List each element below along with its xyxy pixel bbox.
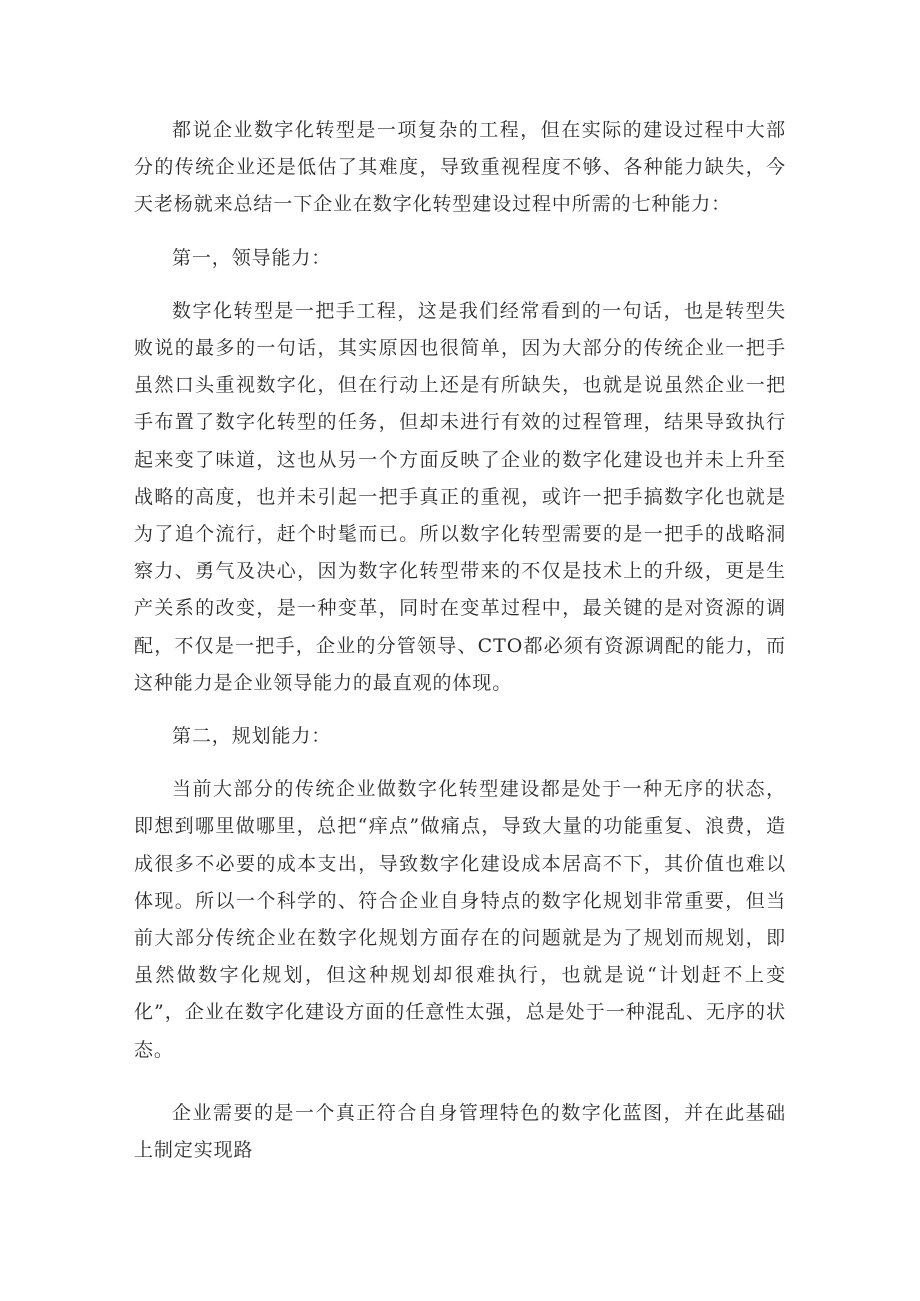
blueprint-paragraph: 企业需要的是一个真正符合自身管理特色的数字化蓝图，并在此基础上制定实现路 (134, 1101, 786, 1162)
planning-paragraph: 当前大部分的传统企业做数字化转型建设都是处于一种无序的状态，即想到哪里做哪里，总把“痒点”做痛点，导致大量的功能重复、浪费，造成很多不必要的成本支出，导致数字化建设成本居高不下，其价值也难以体现。所以一个科学的、符合企业自身特点的数字化规划非常重要，但当前大部分传统企业在数字化规划方面存在的问题就是为了规划而规划，即虽然做数字化规划，但这种规划却很难执行，也就是说“计划赶不上变化”，企业在数字化建设方面的任意性太强，总是处于一种混乱、无序的状态。 (134, 778, 786, 1061)
section-heading-planning: 第二，规划能力： (172, 725, 332, 748)
leadership-paragraph: 数字化转型是一把手工程，这是我们经常看到的一句话，也是转型失败说的最多的一句话，其实原因也很简单，因为大部分的传统企业一把手虽然口头重视数字化，但在行动上还是有所缺失，也就是说虽然企业一把手布置了数字化转型的任务，但却未进行有效的过程管理，结果导致执行起来变了味道，这也从另一个方面反映了企业的数字化建设也并未上升至战略的高度，也并未引起一把手真正的重视，或许一把手搞数字化也就是为了追个流行，赶个时髦而已。所以数字化转型需要的是一把手的战略洞察力、勇气及决心，因为数字化转型带来的不仅是技术上的升级，更是生产关系的改变，是一种变革，同时在变革过程中，最关键的是对资源的调配，不仅是一把手，企业的分管领导、CTO都必须有资源调配的能力，而这种能力是企业领导能力的最直观的体现。 (134, 299, 786, 694)
document-body (134, 112, 786, 1185)
section-heading-leadership: 第一，领导能力： (172, 246, 332, 269)
intro-paragraph: 都说企业数字化转型是一项复杂的工程，但在实际的建设过程中大部分的传统企业还是低估了其难度，导致重视程度不够、各种能力缺失，今天老杨就来总结一下企业在数字化转型建设过程中所需的七种能力： (134, 119, 786, 216)
